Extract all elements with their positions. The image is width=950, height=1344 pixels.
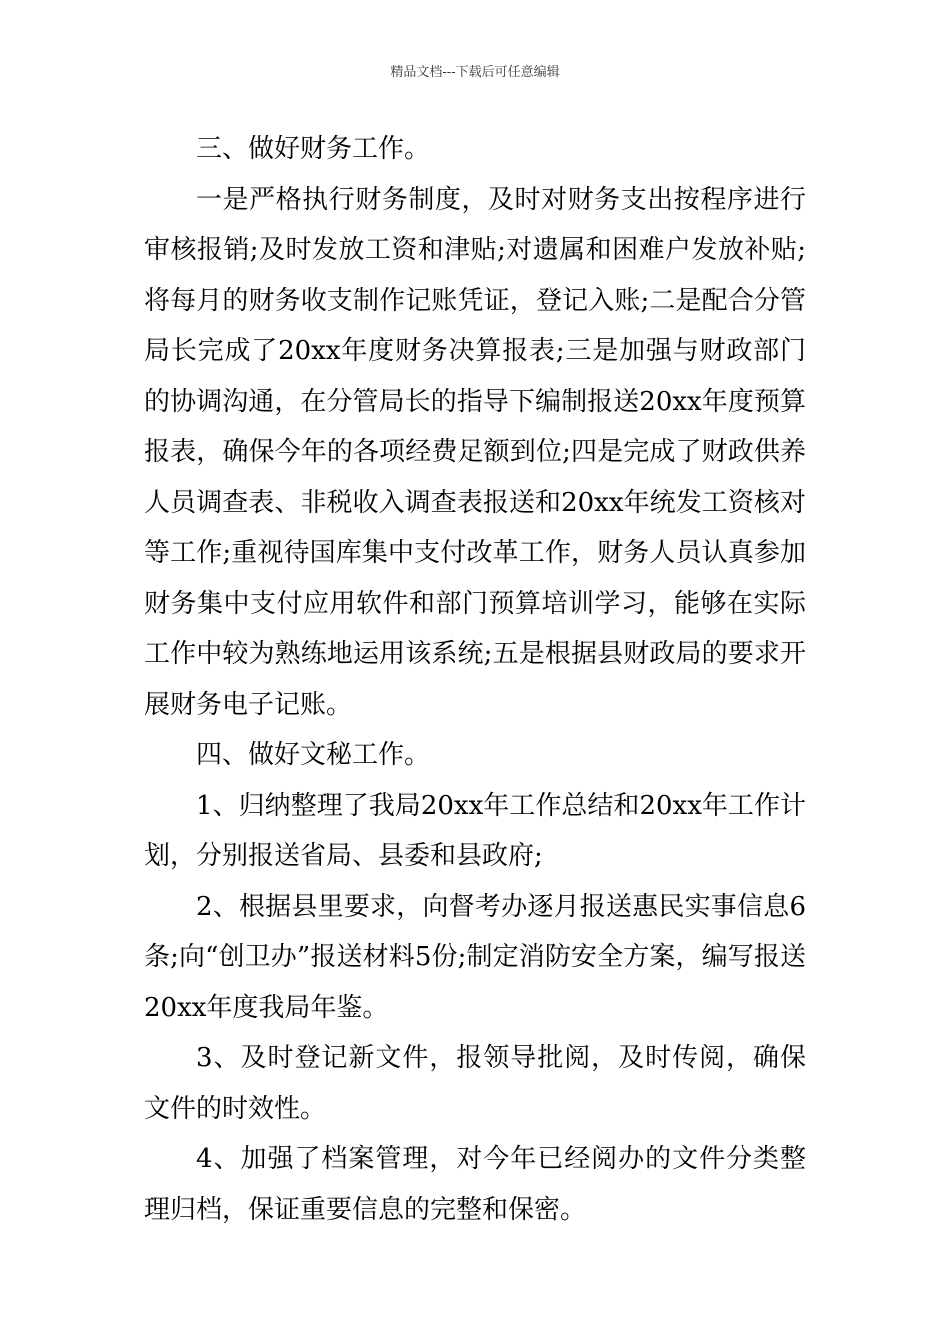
document-body (144, 124, 806, 1235)
paragraph-finance-details: 一是严格执行财务制度，及时对财务支出按程序进行审核报销;及时发放工资和津贴;对遗属和困难户发放补贴;将每月的财务收支制作记账凭证，登记入账;二是配合分管局长完成了20xx年度财务决算报表;三是加强与财政部门的协调沟通，在分管局长的指导下编制报送20xx年度预算报表，确保今年的各项经费足额到位;四是完成了财政供养人员调查表、非税收入调查表报送和20xx年统发工资核对等工作;重视待国库集中支付改革工作，财务人员认真参加财务集中支付应用软件和部门预算培训学习，能够在实际工作中较为熟练地运用该系统;五是根据县财政局的要求开展财务电子记账。 (144, 184, 806, 720)
list-item-4: 4、加强了档案管理，对今年已经阅办的文件分类整理归档，保证重要信息的完整和保密。 (144, 1144, 806, 1225)
list-item-1: 1、归纳整理了我局20xx年工作总结和20xx年工作计划，分别报送省局、县委和县政府; (144, 790, 806, 871)
section-heading-secretarial: 四、做好文秘工作。 (196, 740, 431, 770)
list-item-3: 3、及时登记新文件，报领导批阅，及时传阅，确保文件的时效性。 (144, 1043, 806, 1124)
page-header: 精品文档---下载后可任意编辑 (390, 65, 560, 80)
list-item-2: 2、根据县里要求，向督考办逐月报送惠民实事信息6条;向“创卫办”报送材料5份;制定消防安全方案，编写报送20xx年度我局年鉴。 (144, 891, 806, 1023)
section-heading-finance: 三、做好财务工作。 (196, 134, 431, 164)
